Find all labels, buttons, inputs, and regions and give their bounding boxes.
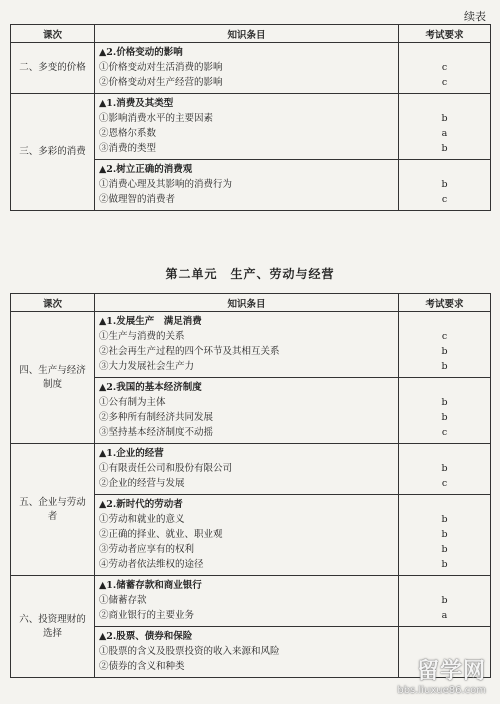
requirement-level: [399, 314, 490, 329]
lesson-name: 二、多变的价格: [11, 43, 95, 94]
knowledge-item: ③坚持基本经济制度不动摇: [99, 427, 214, 438]
lesson-name: 三、多彩的消费: [11, 94, 95, 211]
header-lesson: 课次: [11, 294, 95, 312]
table-row: [11, 43, 491, 94]
watermark-url: bbs.liuxue86.com: [397, 685, 486, 696]
lesson-name: 四、生产与经济制度: [11, 312, 95, 444]
requirement-cell: [399, 312, 491, 378]
requirement-level: [399, 497, 490, 512]
lesson-name: 五、企业与劳动者: [11, 444, 95, 576]
requirement-level: [399, 629, 490, 644]
knowledge-items: [95, 160, 399, 211]
knowledge-item: ①有限责任公司和股份有限公司: [99, 463, 233, 474]
knowledge-item: ②商业银行的主要业务: [99, 610, 195, 621]
requirement-level: b: [441, 361, 448, 372]
requirement-level: c: [441, 331, 448, 342]
knowledge-items: [95, 312, 399, 378]
requirement-level: c: [441, 194, 448, 205]
knowledge-item: ②多种所有制经济共同发展: [99, 412, 214, 423]
requirement-level: b: [441, 544, 448, 555]
requirement-level: b: [441, 463, 448, 474]
knowledge-item: ②企业的经营与发展: [99, 478, 185, 489]
knowledge-item: ④劳动者依法维权的途径: [99, 559, 204, 570]
requirement-level: b: [441, 179, 448, 190]
requirement-cell: [399, 576, 491, 627]
requirement-level: [399, 578, 490, 593]
header-requirement: 考试要求: [399, 294, 491, 312]
requirement-level: [399, 446, 490, 461]
unit-title: 第二单元 生产、劳动与经营: [165, 267, 335, 281]
knowledge-items: [95, 444, 399, 495]
knowledge-item: ①劳动和就业的意义: [99, 514, 185, 525]
watermark: [397, 654, 486, 696]
requirement-level: c: [441, 478, 448, 489]
knowledge-group-title: ▲1.发展生产 满足消费: [99, 316, 202, 327]
knowledge-group-title: ▲2.价格变动的影响: [99, 47, 183, 58]
requirement-level: b: [441, 595, 448, 606]
knowledge-item: ①公有制为主体: [99, 397, 166, 408]
requirement-level: b: [441, 397, 448, 408]
requirement-cell: [399, 495, 491, 576]
requirement-cell: [399, 444, 491, 495]
knowledge-item: ②做理智的消费者: [99, 194, 176, 205]
requirement-level: b: [441, 143, 448, 154]
requirement-level: [399, 96, 490, 111]
header-items: 知识条目: [95, 25, 399, 43]
requirement-level: a: [441, 610, 448, 621]
knowledge-item: ②债券的含义和种类: [99, 661, 185, 672]
knowledge-group-title: ▲2.树立正确的消费观: [99, 164, 193, 175]
knowledge-items: [95, 43, 399, 94]
lesson-name: 六、投资理财的选择: [11, 576, 95, 678]
requirement-level: a: [441, 128, 448, 139]
table-row: [11, 312, 491, 378]
knowledge-item: ②正确的择业、就业、职业观: [99, 529, 223, 540]
table-row: [11, 94, 491, 160]
watermark-logo: 留学网: [416, 659, 486, 684]
requirement-level: [399, 380, 490, 395]
knowledge-item: ③大力发展社会生产力: [99, 361, 195, 372]
requirement-cell: [399, 43, 491, 94]
knowledge-group-title: ▲1.消费及其类型: [99, 98, 174, 109]
knowledge-table-1: [10, 24, 491, 211]
knowledge-items: [95, 94, 399, 160]
knowledge-item: ①储蓄存款: [99, 595, 147, 606]
knowledge-item: ①影响消费水平的主要因素: [99, 113, 214, 124]
knowledge-group-title: ▲1.储蓄存款和商业银行: [99, 580, 202, 591]
requirement-level: c: [441, 77, 448, 88]
knowledge-item: ②恩格尔系数: [99, 128, 157, 139]
requirement-level: b: [441, 113, 448, 124]
requirement-level: c: [441, 427, 448, 438]
requirement-cell: [399, 160, 491, 211]
knowledge-item: ②价格变动对生产经营的影响: [99, 77, 223, 88]
requirement-level: b: [441, 529, 448, 540]
knowledge-items: [95, 627, 399, 678]
knowledge-item: ③劳动者应享有的权利: [99, 544, 195, 555]
requirement-level: b: [441, 559, 448, 570]
continued-label: 续表: [464, 10, 486, 23]
knowledge-group-title: ▲2.股票、债券和保险: [99, 631, 193, 642]
requirement-level: [399, 162, 490, 177]
requirement-cell: [399, 94, 491, 160]
requirement-level: b: [441, 346, 448, 357]
header-lesson: 课次: [11, 25, 95, 43]
table-row: [11, 576, 491, 627]
header-requirement: 考试要求: [399, 25, 491, 43]
knowledge-group-title: ▲2.新时代的劳动者: [99, 499, 183, 510]
knowledge-item: ③消费的类型: [99, 143, 157, 154]
table-row: [11, 444, 491, 495]
requirement-level: c: [441, 62, 448, 73]
knowledge-group-title: ▲1.企业的经营: [99, 448, 164, 459]
knowledge-item: ①价格变动对生活消费的影响: [99, 62, 223, 73]
header-items: 知识条目: [95, 294, 399, 312]
requirement-cell: [399, 378, 491, 444]
knowledge-group-title: ▲2.我国的基本经济制度: [99, 382, 202, 393]
knowledge-item: ①股票的含义及股票投资的收入来源和风险: [99, 646, 280, 657]
knowledge-table-2: [10, 293, 491, 678]
requirement-level: b: [441, 412, 448, 423]
knowledge-item: ①生产与消费的关系: [99, 331, 185, 342]
knowledge-item: ②社会再生产过程的四个环节及其相互关系: [99, 346, 280, 357]
knowledge-item: ①消费心理及其影响的消费行为: [99, 179, 233, 190]
knowledge-items: [95, 378, 399, 444]
knowledge-items: [95, 576, 399, 627]
requirement-level: [399, 45, 490, 60]
requirement-level: b: [441, 514, 448, 525]
knowledge-items: [95, 495, 399, 576]
